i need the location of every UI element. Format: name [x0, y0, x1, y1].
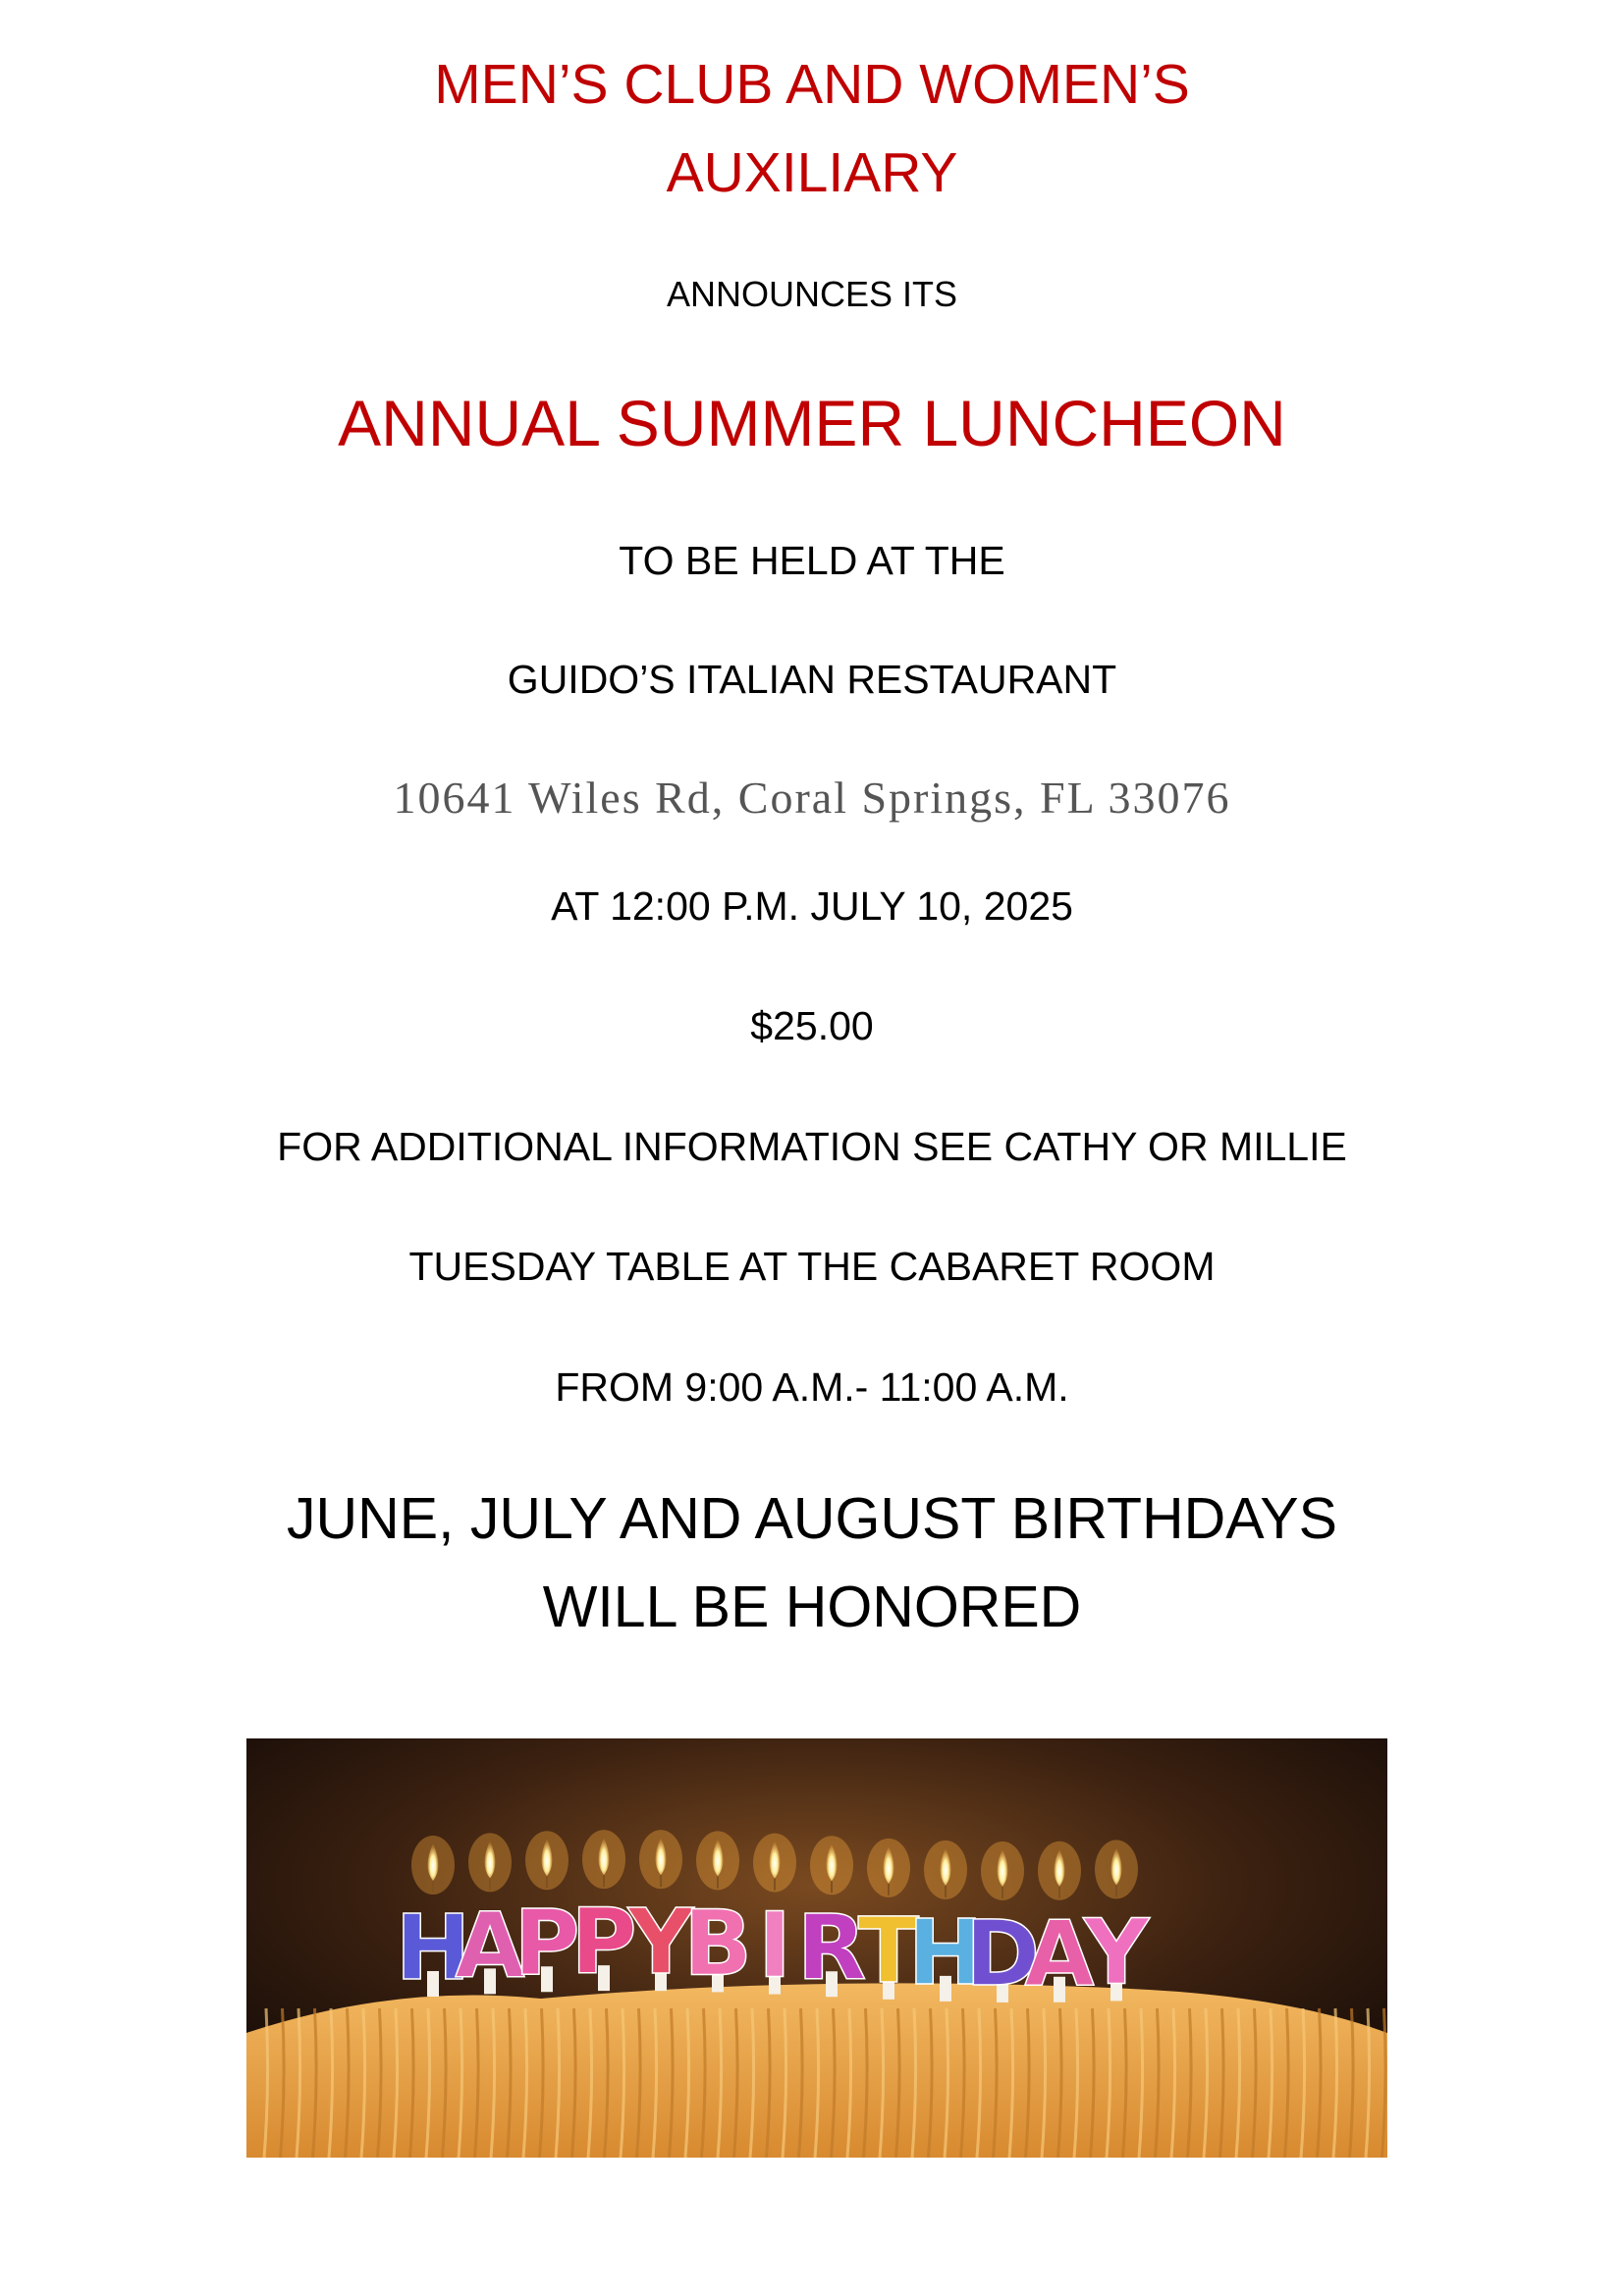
- birthday-cake-photo: [246, 1738, 1387, 2158]
- candle-letter: I: [757, 1893, 792, 1999]
- event-title: ANNUAL SUMMER LUNCHEON: [338, 387, 1286, 459]
- announces-text: ANNOUNCES ITS: [666, 274, 958, 314]
- candle-letter: P: [570, 1890, 637, 1996]
- birthdays-line-2: WILL BE HONORED: [542, 1575, 1082, 1639]
- venue-name: GUIDO’S ITALIAN RESTAURANT: [507, 657, 1117, 702]
- candle-letter: H: [907, 1899, 984, 2005]
- header-line-2: AUXILIARY: [666, 141, 958, 204]
- header-line-1: MEN’S CLUB AND WOMEN’S: [434, 53, 1190, 116]
- birthdays-line-1: JUNE, JULY AND AUGUST BIRTHDAYS: [287, 1486, 1337, 1551]
- candle-letter: A: [1024, 1900, 1095, 2006]
- info-line-3: FROM 9:00 A.M.- 11:00 A.M.: [555, 1364, 1069, 1410]
- candle-letter: Y: [627, 1890, 694, 1996]
- candle-letter: R: [796, 1896, 867, 2002]
- letter-candle: [753, 1834, 796, 1999]
- info-line-1: FOR ADDITIONAL INFORMATION SEE CATHY OR MILLIE: [277, 1124, 1347, 1169]
- candle-letter: D: [964, 1900, 1041, 2006]
- ticket-price: $25.00: [750, 1003, 874, 1048]
- candle-letter: Y: [1083, 1899, 1150, 2005]
- held-at-text: TO BE HELD AT THE: [619, 538, 1005, 583]
- candle-letter: A: [455, 1893, 525, 1999]
- venue-address: 10641 Wiles Rd, Coral Springs, FL 33076: [393, 773, 1231, 823]
- candle-letter: T: [857, 1897, 920, 2003]
- candle-letter: H: [395, 1896, 471, 2001]
- event-datetime: AT 12:00 P.M. JULY 10, 2025: [551, 883, 1073, 929]
- info-line-2: TUESDAY TABLE AT THE CABARET ROOM: [408, 1244, 1216, 1289]
- candle-letter: P: [514, 1891, 580, 1997]
- candle-letter: B: [682, 1891, 753, 1997]
